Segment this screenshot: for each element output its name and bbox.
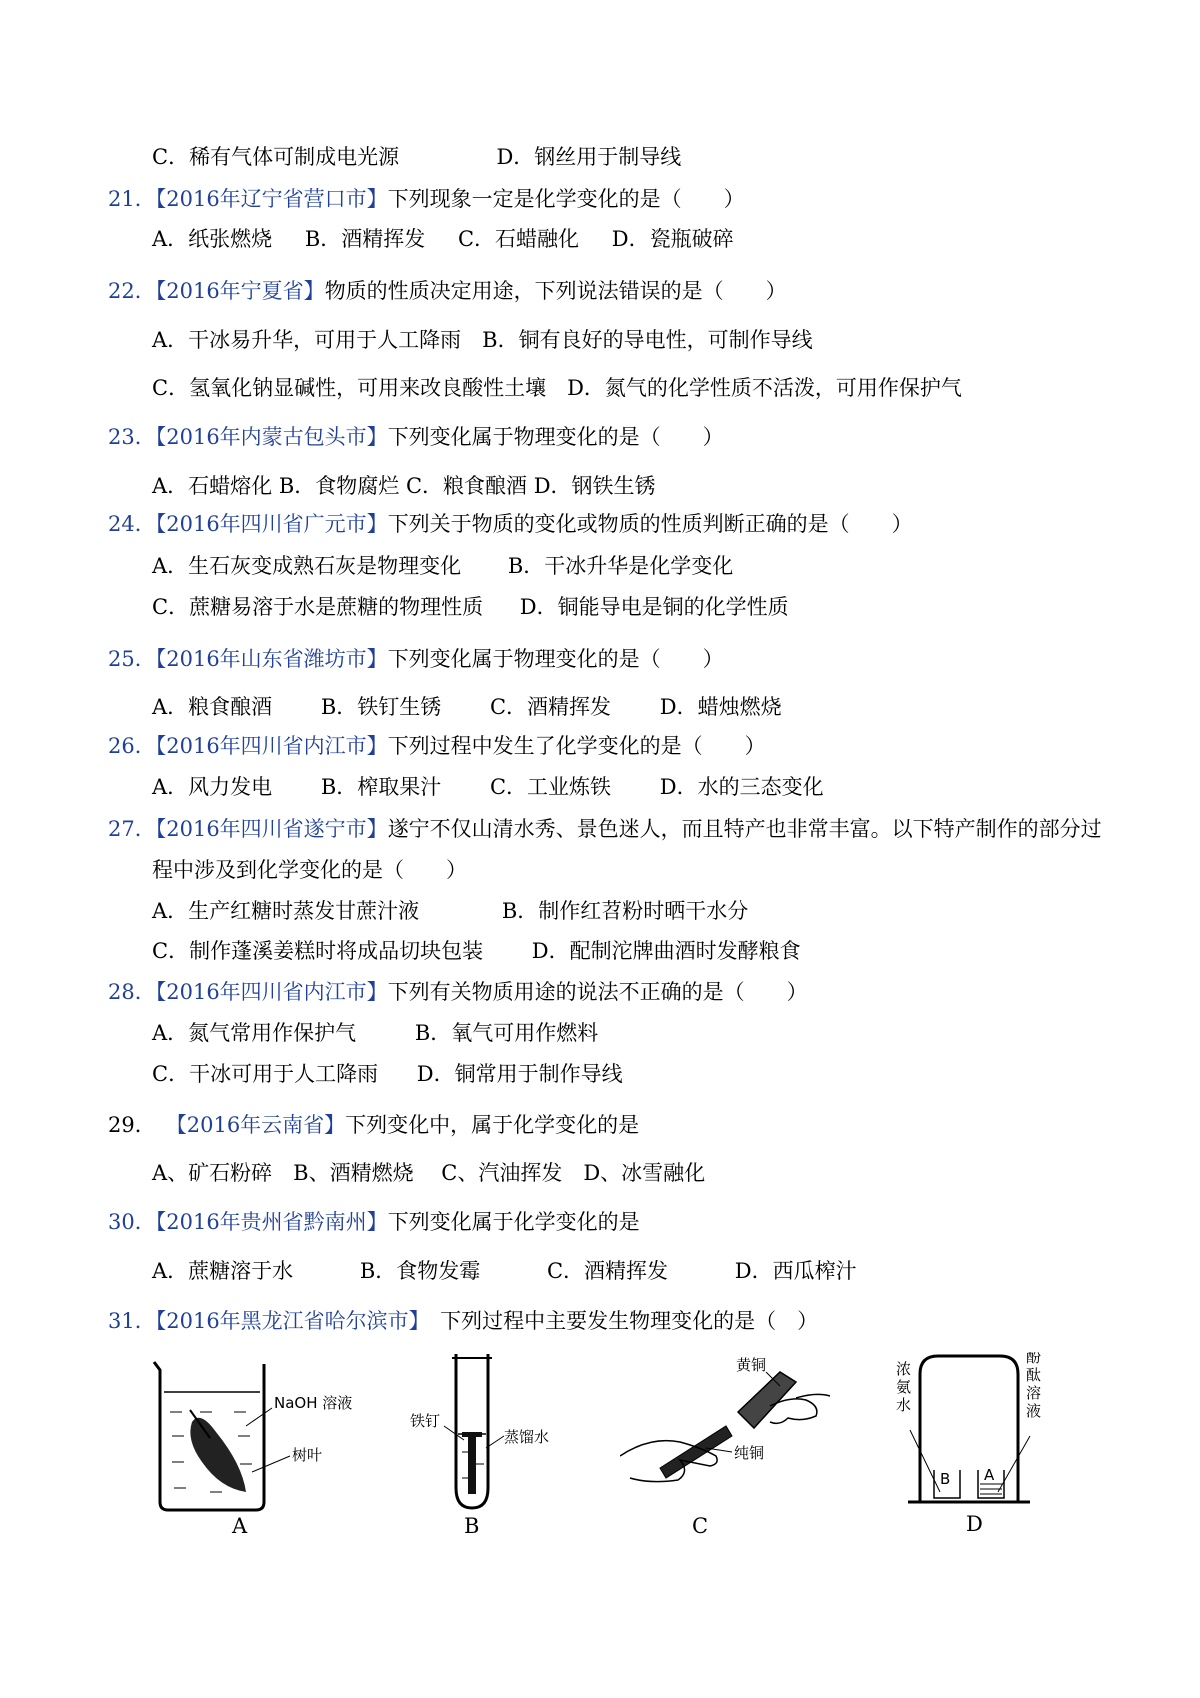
phenolphthalein-label-2: 酞 xyxy=(1026,1366,1042,1384)
question-30 xyxy=(108,1207,640,1237)
q20-options-cd xyxy=(152,142,681,172)
question-31 xyxy=(108,1306,818,1336)
q26-options xyxy=(152,772,824,802)
q24-option-a: A．生石灰变成熟石灰是物理变化 xyxy=(152,554,462,578)
q26-option-c: C．工业炼铁 xyxy=(489,775,612,799)
phenolphthalein-label-1: 酚 xyxy=(1026,1352,1042,1366)
q28-options-cd xyxy=(152,1059,623,1089)
bell-jar-beakers-illustration xyxy=(880,1352,1060,1512)
ammonia-label-1: 浓 xyxy=(896,1360,912,1378)
q25-option-c: C．酒精挥发 xyxy=(489,695,612,719)
question-source: 【2016年黑龙江省哈尔滨市】 xyxy=(155,1309,420,1333)
q28-options-ab xyxy=(152,1018,598,1048)
q27-option-d: D．配制沱牌曲酒时发酵粮食 xyxy=(531,939,801,963)
question-number: 28． xyxy=(108,980,156,1004)
q24-options-cd xyxy=(152,592,789,622)
q26-option-a: A．风力发电 xyxy=(152,775,273,799)
figure-c xyxy=(620,1352,840,1552)
beaker-with-leaf-illustration xyxy=(150,1352,380,1512)
brass-copper-scratch-illustration xyxy=(620,1352,840,1512)
question-stem: 下列过程中主要发生物理变化的是（ ） xyxy=(419,1309,819,1333)
question-number: 22． xyxy=(108,279,156,303)
q24-option-c: C．蔗糖易溶于水是蔗糖的物理性质 xyxy=(152,595,484,619)
question-stem: 下列变化属于化学变化的是 xyxy=(387,1210,640,1234)
question-source: 【2016年内蒙古包头市】 xyxy=(155,425,388,449)
q31-figures xyxy=(140,1352,1060,1552)
q21-option-a: A．纸张燃烧 xyxy=(152,227,273,251)
figure-c-label: C xyxy=(692,1514,709,1538)
question-stem: 下列变化属于物理变化的是（ ） xyxy=(387,425,724,449)
figure-b-label: B xyxy=(464,1514,480,1538)
q27-option-a: A．生产红糖时蒸发甘蔗汁液 xyxy=(152,899,420,923)
q27-options-ab xyxy=(152,896,748,926)
brass-label: 黄铜 xyxy=(736,1356,767,1374)
q27-option-c: C．制作蓬溪姜糕时将成品切块包装 xyxy=(152,939,484,963)
question-source: 【2016年四川省遂宁市】 xyxy=(155,817,388,841)
question-27 xyxy=(108,814,1102,844)
phenolphthalein-label-4: 液 xyxy=(1026,1402,1042,1420)
question-number: 27． xyxy=(108,817,156,841)
q30-option-a: A．蔗糖溶于水 xyxy=(152,1259,294,1283)
question-28 xyxy=(108,977,808,1007)
question-number: 23． xyxy=(108,425,156,449)
q30-option-b: B．食物发霉 xyxy=(359,1259,481,1283)
question-stem: 遂宁不仅山清水秀、景色迷人，而且特产也非常丰富。以下特产制作的部分过 xyxy=(387,817,1102,841)
q25-option-b: B．铁钉生锈 xyxy=(320,695,442,719)
question-number: 26． xyxy=(108,734,156,758)
q20-option-d: D．钢丝用于制导线 xyxy=(496,145,682,169)
figure-a-label: A xyxy=(232,1514,248,1538)
figure-d xyxy=(880,1352,1060,1552)
ammonia-label-3: 水 xyxy=(896,1396,912,1414)
question-stem: 下列有关物质用途的说法不正确的是（ ） xyxy=(387,980,808,1004)
leaf-label: 树叶 xyxy=(292,1446,323,1464)
question-number: 31． xyxy=(108,1309,156,1333)
q29-options: A、矿石粉碎 B、酒精燃烧 C、汽油挥发 D、冰雪融化 xyxy=(152,1161,706,1185)
iron-nail-label: 铁钉 xyxy=(410,1412,441,1430)
phenolphthalein-label-3: 溶 xyxy=(1026,1384,1042,1402)
question-29 xyxy=(108,1110,639,1140)
q20-option-c: C．稀有气体可制成电光源 xyxy=(152,145,400,169)
figure-d-label: D xyxy=(966,1512,983,1536)
q25-options xyxy=(152,692,782,722)
question-25 xyxy=(108,644,724,674)
q24-option-b: B．干冰升华是化学变化 xyxy=(507,554,734,578)
question-stem: 下列变化中，属于化学变化的是 xyxy=(345,1113,640,1137)
q27-stem-continued: 程中涉及到化学变化的是（ ） xyxy=(152,858,467,882)
test-tube-with-nail-illustration xyxy=(400,1352,580,1512)
q25-option-a: A．粮食酿酒 xyxy=(152,695,273,719)
question-number: 25． xyxy=(108,647,156,671)
q26-option-d: D．水的三态变化 xyxy=(659,775,824,799)
q27-option-b: B．制作红苕粉时晒干水分 xyxy=(501,899,749,923)
question-source: 【2016年宁夏省】 xyxy=(155,279,325,303)
question-source: 【2016年贵州省黔南州】 xyxy=(155,1210,388,1234)
question-stem: 下列关于物质的变化或物质的性质判断正确的是（ ） xyxy=(387,512,913,536)
q21-option-c: C．石蜡融化 xyxy=(457,227,580,251)
question-source: 【2016年四川省内江市】 xyxy=(155,980,388,1004)
question-24 xyxy=(108,509,913,539)
q28-option-c: C．干冰可用于人工降雨 xyxy=(152,1062,379,1086)
question-source: 【2016年四川省广元市】 xyxy=(155,512,388,536)
pure-copper-label: 纯铜 xyxy=(734,1444,765,1462)
question-26 xyxy=(108,731,766,761)
q22-options-cd: C．氢氧化钠显碱性，可用来改良酸性土壤 D．氮气的化学性质不活泼，可用作保护气 xyxy=(152,376,962,400)
q24-options-ab xyxy=(152,551,733,581)
distilled-water-label: 蒸馏水 xyxy=(504,1428,550,1446)
question-source: 【2016年辽宁省营口市】 xyxy=(155,187,388,211)
question-number: 21． xyxy=(108,187,156,211)
q21-option-d: D．瓷瓶破碎 xyxy=(611,227,734,251)
q21-options xyxy=(152,224,734,254)
question-22 xyxy=(108,276,787,306)
question-number: 24． xyxy=(108,512,156,536)
question-23 xyxy=(108,422,724,452)
q30-option-d: D．西瓜榨汁 xyxy=(734,1259,857,1283)
q21-option-b: B．酒精挥发 xyxy=(304,227,426,251)
q25-option-d: D．蜡烛燃烧 xyxy=(659,695,782,719)
q28-option-a: A．氮气常用作保护气 xyxy=(152,1021,357,1045)
beaker-a-label: A xyxy=(984,1466,995,1484)
question-number: 30． xyxy=(108,1210,156,1234)
question-source: 【2016年云南省】 xyxy=(165,1113,346,1137)
figure-b xyxy=(400,1352,580,1552)
q23-options: A．石蜡熔化 B．食物腐烂 C．粮食酿酒 D．钢铁生锈 xyxy=(152,474,656,498)
ammonia-label-2: 氨 xyxy=(896,1378,912,1396)
q26-option-b: B．榨取果汁 xyxy=(320,775,442,799)
beaker-b-label: B xyxy=(940,1470,951,1488)
q22-options-ab: A．干冰易升华，可用于人工降雨 B．铜有良好的导电性，可制作导线 xyxy=(152,328,813,352)
question-21 xyxy=(108,184,745,214)
q28-option-d: D．铜常用于制作导线 xyxy=(416,1062,623,1086)
question-stem: 下列过程中发生了化学变化的是（ ） xyxy=(387,734,766,758)
q24-option-d: D．铜能导电是铜的化学性质 xyxy=(519,595,789,619)
question-stem: 下列现象一定是化学变化的是（ ） xyxy=(387,187,745,211)
figure-a xyxy=(150,1352,380,1552)
question-stem: 下列变化属于物理变化的是（ ） xyxy=(387,647,724,671)
q30-option-c: C．酒精挥发 xyxy=(546,1259,669,1283)
q30-options xyxy=(152,1256,857,1286)
question-stem: 物质的性质决定用途，下列说法错误的是（ ） xyxy=(324,279,787,303)
question-source: 【2016年四川省内江市】 xyxy=(155,734,388,758)
q27-options-cd xyxy=(152,936,801,966)
naoh-solution-label: NaOH 溶液 xyxy=(274,1394,353,1412)
q28-option-b: B．氧气可用作燃料 xyxy=(414,1021,599,1045)
question-number: 29． xyxy=(108,1113,156,1137)
question-source: 【2016年山东省潍坊市】 xyxy=(155,647,388,671)
